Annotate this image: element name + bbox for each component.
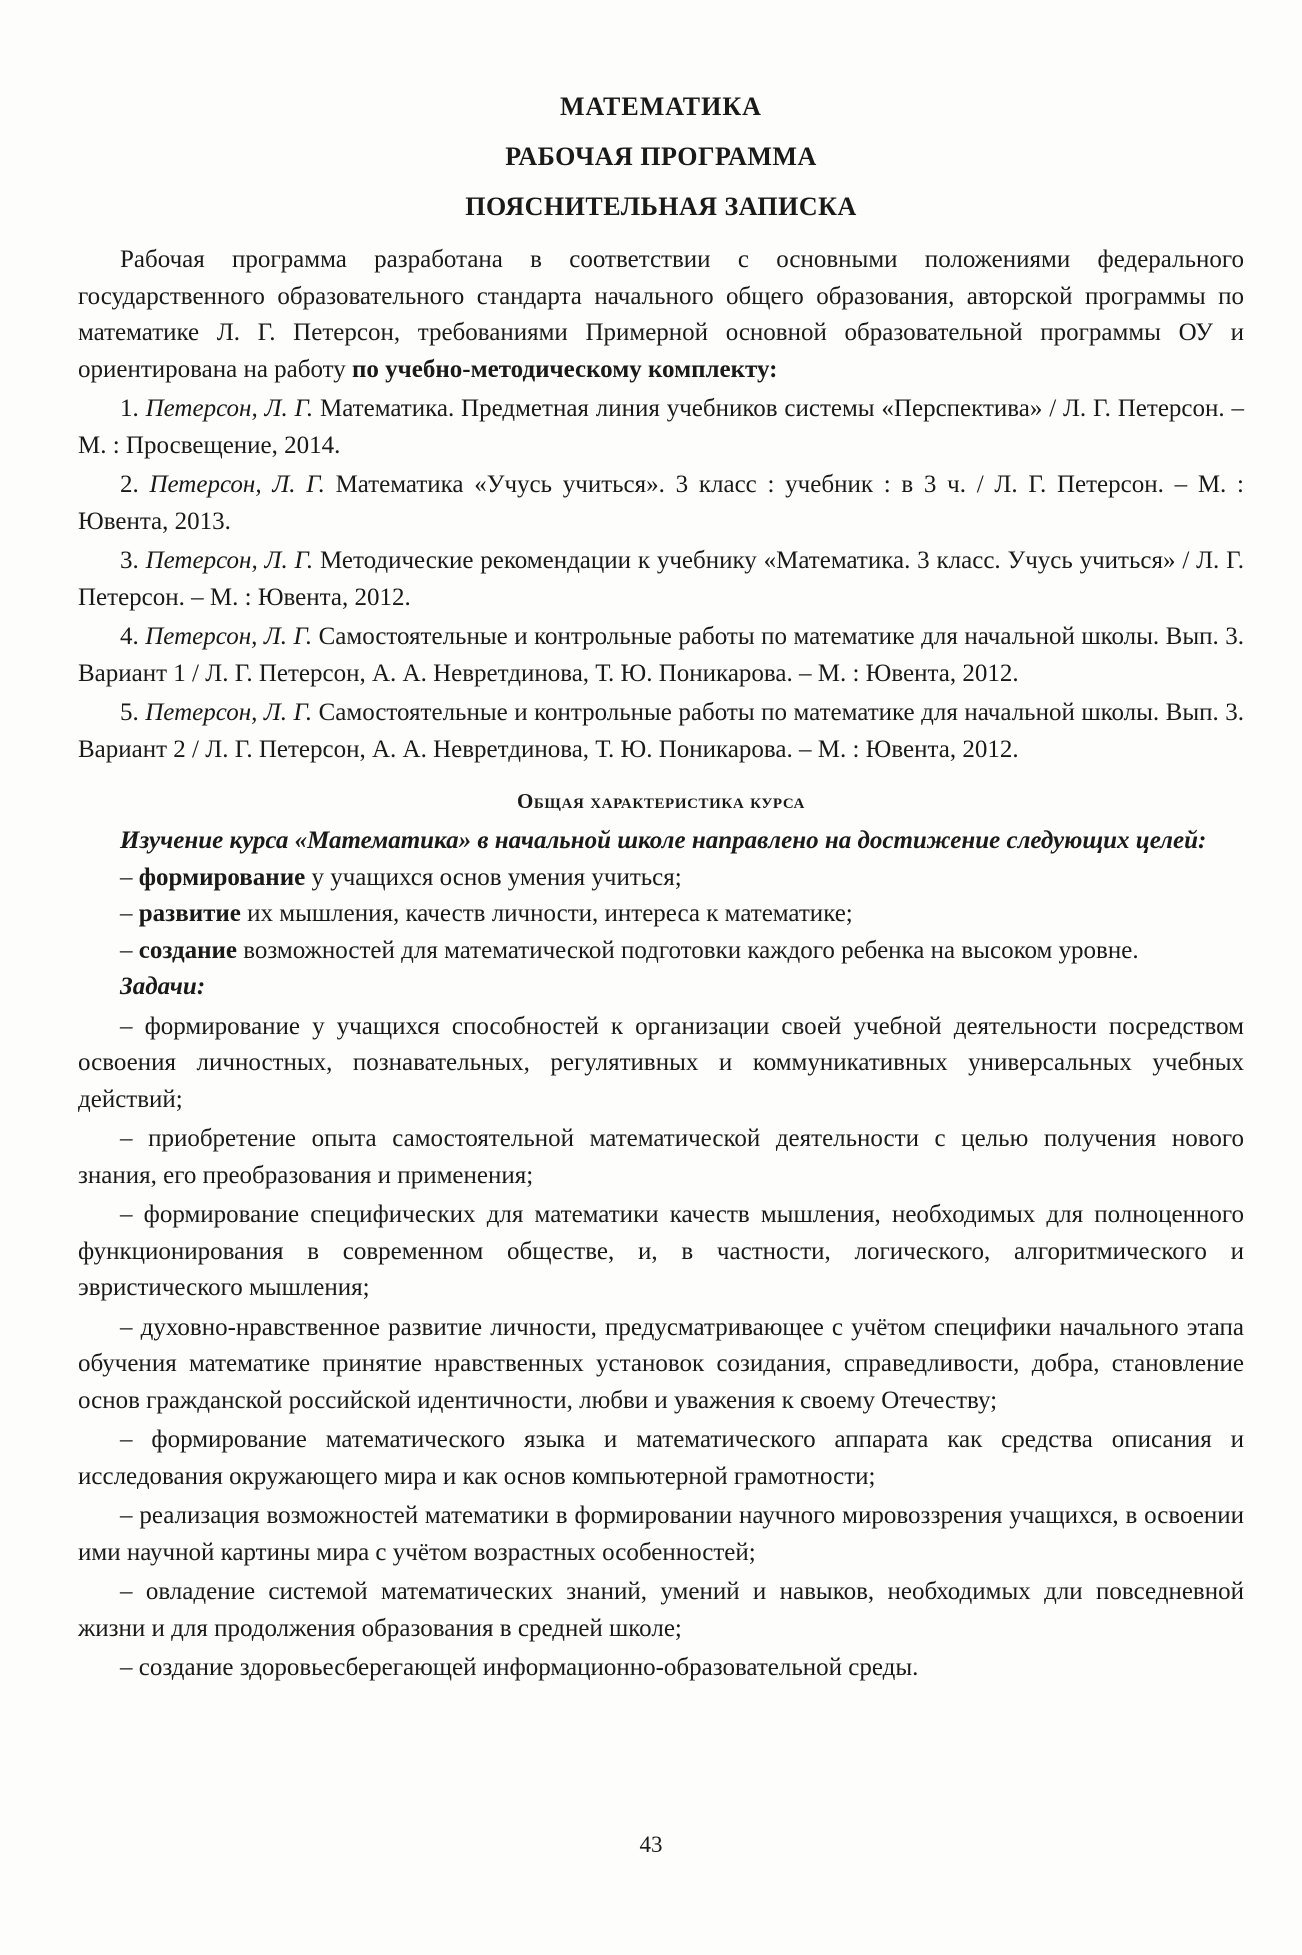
intro-paragraph [78,242,1244,388]
section-heading: Общая характеристика курса [516,789,805,813]
task-item: – создание здоровьесберегающей информационно-образовательной среды. [120,1654,919,1681]
page-number: 43 [639,1832,663,1857]
reference-number: 4. [120,623,139,650]
task-item: – реализация возможностей математики в формировании научного мировоззрения учащихся, в освоении ими научной картины мира с учётом возрастных особенностей; [78,1502,1244,1566]
goal-item [78,896,1244,933]
reference-text: Математика «Учусь учиться». 3 класс : учебник : в 3 ч. / Л. Г. Петерсон. – М. : Ювента, 2013. [78,471,1244,535]
reference-item [78,467,1244,540]
reference-author: Петерсон, Л. Г. [149,471,325,498]
task-item: – формирование математического языка и математического аппарата как средства описания и исследования окружающего мира и как основ компьютерной грамотности; [78,1426,1244,1490]
reference-item [78,391,1244,464]
reference-author: Петерсон, Л. Г. [145,699,313,726]
goal-dash: – [120,936,139,964]
goal-keyword: развитие [138,900,241,927]
document-title: МАТЕМАТИКА [560,92,762,121]
reference-item [78,695,1244,768]
goal-text: их мышления, качеств личности, интереса к математике; [240,900,853,927]
explanatory-note-title: ПОЯСНИТЕЛЬНАЯ ЗАПИСКА [465,192,857,221]
goal-text: возможностей для математической подготовки каждого ребенка на высоком уровне. [237,936,1139,964]
task-item: – формирование у учащихся способностей к организации своей учебной деятельности посредством освоения личностных, познавательных, регулятивных и коммуникативных универсальных учебных действий; [78,1012,1244,1113]
reference-number: 2. [120,471,139,498]
task-item: – овладение системой математических знаний, умений и навыков, необходимых дли повседневной жизни и для продолжения образования в средней школе; [78,1578,1244,1642]
goal-keyword: создание [138,936,237,964]
goal-dash: – [120,863,139,891]
task-item: – приобретение опыта самостоятельной математической деятельности с целью получения нового знания, его преобразования и применения; [78,1125,1244,1189]
goals-lead: Изучение курса «Математика» в начальной школе направлено на достижение следующих целей: [120,827,1207,854]
task-item: – формирование специфических для математики качеств мышления, необходимых для полноценного функционирования в современном обществе, и, в частности, логического, алгоритмического и эвристического мышления; [78,1201,1244,1301]
task-item: – духовно-нравственное развитие личности, предусматривающее с учётом специфики начального этапа обучения математике принятие нравственных установок созидания, справедливости, добра, становление основ гражданской российской идентичности, любви и уважения к своему Отечеству; [78,1313,1244,1414]
goal-dash: – [120,900,139,927]
reference-author: Петерсон, Л. Г. [145,547,314,574]
reference-number: 5. [120,699,139,726]
goal-text: у учащихся основ умения учиться; [305,863,682,891]
reference-number: 1. [120,395,139,422]
reference-item [78,619,1244,692]
reference-text: Математика. Предметная линия учебников системы «Перспектива» / Л. Г. Петерсон. – М. : Просвещение, 2014. [78,395,1244,459]
reference-text: Методические рекомендации к учебнику «Математика. 3 класс. Учусь учиться» / Л. Г. Петерсон. – М. : Ювента, 2012. [78,547,1245,611]
goal-item [78,860,1244,897]
document-subtitle: РАБОЧАЯ ПРОГРАММА [505,142,817,171]
reference-item [78,543,1244,616]
intro-bold-text: по учебно-методическому комплекту: [352,355,778,383]
reference-text: Самостоятельные и контрольные работы по математике для начальной школы. Вып. 3. Вариант 2 / Л. Г. Петерсон, А. А. Невретдинова, Т. Ю. Поникарова. – М. : Ювента, 2012. [78,699,1244,763]
goal-keyword: формирование [138,863,306,891]
intro-text: Рабочая программа разработана в соответствии с основными положениями федерального государственного образовательного стандарта начального общего образования, авторской программы по математике Л. Г. Петерсон, требованиями Примерной основной образовательной программы ОУ и ориентирована на работу [78,246,1244,383]
reference-text: Самостоятельные и контрольные работы по математике для начальной школы. Вып. 3. Вариант 1 / Л. Г. Петерсон, А. А. Невретдинова, Т. Ю. Поникарова. – М. : Ювента, 2012. [78,623,1244,687]
reference-author: Петерсон, Л. Г. [145,395,314,422]
reference-number: 3. [120,547,139,574]
tasks-title: Задачи: [120,973,206,1000]
goal-item [78,933,1244,970]
reference-author: Петерсон, Л. Г. [145,623,313,650]
